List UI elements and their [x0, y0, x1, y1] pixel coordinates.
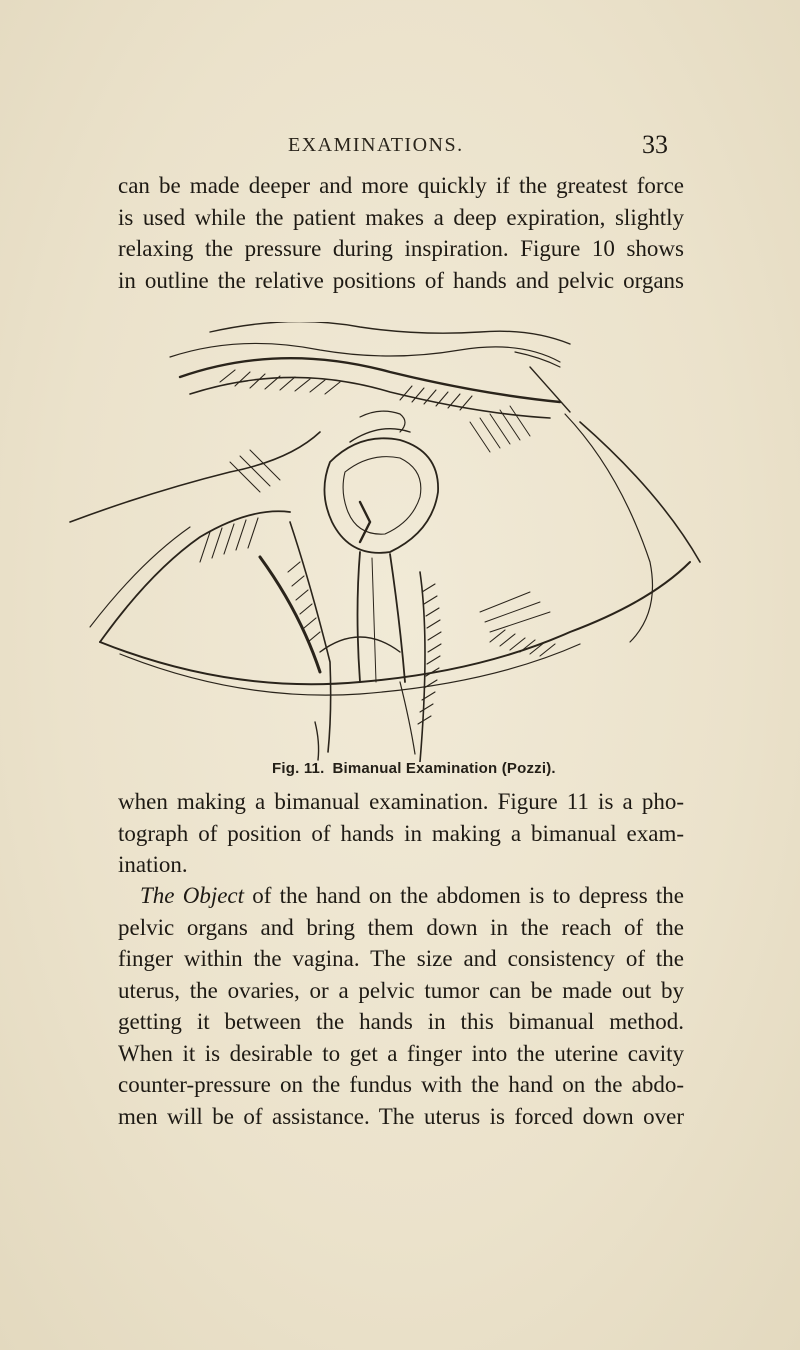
- text-line: is used while the patient makes a deep expiration, slightly: [118, 204, 684, 230]
- text-line: when making a bimanual examination. Figure 11 is a pho-: [118, 789, 684, 814]
- text-line: pelvic organs and bring them down in the reach of the: [118, 914, 684, 940]
- lead-rest: of the hand on the abdomen is to depress the: [244, 883, 684, 908]
- running-head: [0, 130, 800, 170]
- figure-number: Fig. 11.: [272, 760, 325, 777]
- italic-lead: The Object: [140, 883, 245, 908]
- text-line: can be made deeper and more quickly if the greatest force: [118, 173, 684, 198]
- text-line: getting it between the hands in this bimanual method.: [118, 1009, 684, 1034]
- text-line: uterus, the ovaries, or a pelvic tumor can be made out by: [118, 977, 684, 1003]
- text-line: relaxing the pressure during inspiration. Figure 10 shows: [118, 236, 684, 261]
- text-line: ination.: [118, 852, 188, 877]
- figure-illustration: [60, 322, 720, 762]
- text-line: finger within the vagina. The size and consistency of the: [118, 946, 684, 971]
- page-number: 33: [642, 130, 668, 159]
- figure-caption-text: Bimanual Examination (Pozzi).: [332, 760, 556, 777]
- text-line: in outline the relative positions of hands and pelvic organs: [118, 267, 684, 293]
- text-line: men will be of assistance. The uterus is forced down over: [118, 1103, 684, 1129]
- paragraph-3: [118, 880, 684, 1132]
- text-line: When it is desirable to get a finger into the uterine cavity: [118, 1040, 684, 1066]
- paragraph-2: [118, 786, 684, 881]
- text-line: counter-pressure on the fundus with the hand on the abdo-: [118, 1072, 684, 1097]
- bimanual-examination-engraving: [60, 322, 720, 762]
- running-head-title: EXAMINATIONS.: [288, 134, 464, 156]
- text-line: [118, 880, 684, 912]
- paragraph-1: [118, 170, 684, 296]
- figure-caption: [272, 760, 556, 777]
- text-line: tograph of position of hands in making a bimanual exam-: [118, 820, 684, 846]
